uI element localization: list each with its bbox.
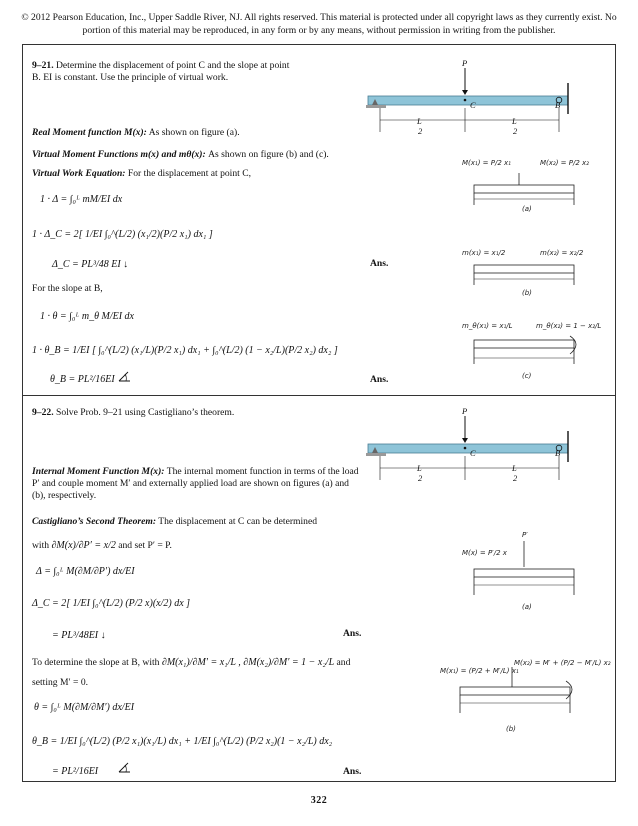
problem-divider (22, 395, 616, 396)
equation-921-5: 1 · θ_B = 1/EI [ ∫₀^(L/2) (x₁/L)(P/2 x₁) dx₁ + ∫₀^(L/2) (1 − x₂/L)(P/2 x₂) dx₂ ] (32, 345, 338, 356)
point-b-label-921: B (555, 100, 561, 110)
partial-derivative-1: ∂M(x)/∂P′ = x/2 (51, 540, 116, 551)
castigliano-text: The displacement at C can be determined (158, 516, 318, 527)
real-moment-heading: Real Moment function M(x): (32, 127, 147, 138)
castigliano-heading: Castigliano’s Second Theorem: (32, 516, 157, 527)
problem-922-statement (32, 407, 234, 419)
equation-922-3: = PL³/48EI ↓ (52, 630, 106, 641)
virtual-work-heading: Virtual Work Equation: (32, 168, 126, 179)
equation-922-5: θ_B = 1/EI ∫₀^(L/2) (P/2 x₁)(x₁/L) dx₁ + 1/EI ∫₀^(L/2) (P/2 x₂)(1 − x₂/L) dx₂ (32, 736, 333, 747)
with-text: with (32, 540, 50, 551)
problem-921-statement (32, 60, 294, 84)
dim-2-921b: 2 (513, 126, 518, 136)
virtual-work-text: For the displacement at point C, (127, 168, 252, 179)
sketch-a-moment-right: M(x₂) = P/2 x₂ (540, 159, 589, 167)
slope-line-922 (32, 657, 350, 669)
dim-2-921a: 2 (418, 126, 423, 136)
with-line (32, 540, 172, 552)
answer-921-slope: Ans. (370, 374, 389, 385)
slope-arrow-icon-922 (118, 761, 132, 773)
beam-921 (368, 96, 568, 105)
sketch-c-moment-right: m_θ(x₂) = 1 − x₂/L (536, 322, 602, 330)
beam-figure-922 (360, 406, 590, 486)
partial-derivative-2: ∂M(x₁)/∂M′ = x₁/L , ∂M(x₂)/∂M′ = 1 − x₂/L (161, 657, 335, 668)
dim-l-921a: L (417, 116, 422, 126)
sketch-b-moment-left: m(x₁) = x₁/2 (462, 249, 506, 257)
sketch-921-c (462, 318, 602, 390)
beam-figure-921 (360, 58, 590, 138)
point-c-label-922: C (470, 448, 476, 458)
page-number: 322 (310, 795, 328, 806)
set-text: and set P′ = P. (118, 540, 172, 551)
load-label-921: P (462, 58, 468, 68)
sketch-c-moment-left: m_θ(x₁) = x₁/L (462, 322, 513, 330)
beam-922 (368, 444, 568, 453)
sketch-a-tag: (a) (522, 205, 532, 213)
and-text: and (336, 657, 351, 668)
answer-921-displacement: Ans. (370, 258, 389, 269)
problem-921-number: 9–21. (32, 60, 54, 71)
sketch-a-moment-left: M(x₁) = P/2 x₁ (462, 159, 511, 167)
slope-text-922: To determine the slope at B, with (32, 657, 160, 668)
equation-921-2: 1 · Δ_C = 2[ 1/EI ∫₀^(L/2) (x₁/2)(P/2 x₁) dx₁ ] (32, 229, 213, 240)
sketch-921-a (462, 155, 602, 225)
internal-moment-text: The internal moment function in terms of the load P′ and couple moment M′ and externally applied load are shown on figures (a) and (b), respectively. (32, 466, 359, 502)
virtual-moment-text: As shown on figure (b) and (c). (208, 149, 329, 160)
setting-text-922: setting M′ = 0. (32, 677, 89, 688)
dim-l-922b: L (512, 463, 517, 473)
problem-921-text: Determine the displacement of point C and the slope at point B. EI is constant. Use the principle of virtual work. (32, 60, 290, 84)
sketch-922-b-moment-right: M(x₂) = M′ + (P/2 − M′/L) x₂ (514, 659, 611, 667)
real-moment-text: As shown on figure (a). (148, 127, 240, 138)
equation-922-2: Δ_C = 2[ 1/EI ∫₀^(L/2) (P/2 x)(x/2) dx ] (32, 598, 191, 609)
sketch-c-tag: (c) (522, 372, 532, 380)
answer-922-displacement: Ans. (343, 628, 362, 639)
point-c-label-921: C (470, 100, 476, 110)
equation-922-4: θ = ∫₀ᴸ M(∂M/∂M′) dx/EI (34, 702, 135, 713)
slope-arrow-icon-921 (118, 370, 132, 382)
slope-text-921: For the slope at B, (32, 283, 103, 294)
dim-2-922a: 2 (418, 473, 423, 483)
equation-921-4: 1 · θ = ∫₀ᴸ m_θ M/EI dx (40, 311, 134, 322)
equation-921-6: θ_B = PL²/16EI (50, 374, 115, 385)
castigliano-line (32, 516, 317, 528)
equation-921-3: Δ_C = PL³/48 EI ↓ (52, 259, 129, 270)
virtual-moment-heading: Virtual Moment Functions m(x) and mθ(x): (32, 149, 206, 160)
sketch-922-a-moment: M(x) = P′/2 x (462, 549, 507, 557)
sketch-922-b (440, 655, 611, 750)
real-moment-line (32, 127, 240, 139)
equation-922-6: = PL²/16EI (52, 766, 99, 777)
equation-922-1: Δ = ∫₀ᴸ M(∂M/∂P′) dx/EI (36, 566, 135, 577)
virtual-work-line (32, 168, 251, 180)
sketch-922-b-moment-left: M(x₁) = (P/2 + M′/L) x₁ (440, 667, 519, 675)
sketch-921-b (462, 245, 602, 305)
sketch-a-load-label: P′ (522, 531, 528, 539)
sketch-b-tag: (b) (522, 289, 532, 297)
load-label-922: P (462, 406, 468, 416)
dim-2-922b: 2 (513, 473, 518, 483)
sketch-922-a-tag: (a) (522, 603, 532, 611)
dim-l-921b: L (512, 116, 517, 126)
virtual-moment-line (32, 149, 329, 161)
sketch-b-moment-right: m(x₂) = x₂/2 (540, 249, 584, 257)
sketch-922-a (462, 525, 602, 640)
sketch-922-b-tag: (b) (506, 725, 516, 733)
internal-moment-paragraph (32, 466, 362, 503)
dim-l-922a: L (417, 463, 422, 473)
problem-922-number: 9–22. (32, 407, 54, 418)
point-b-label-922: B (555, 448, 561, 458)
answer-922-slope: Ans. (343, 766, 362, 777)
copyright-notice: © 2012 Pearson Education, Inc., Upper Saddle River, NJ. All rights reserved. This material is protected under all copyright laws as they currently exist. No portion of this material may be reproduced, in any form or by any means, without permission in writing from the publisher. (21, 12, 617, 36)
problem-922-text: Solve Prob. 9–21 using Castigliano’s theorem. (56, 407, 235, 418)
internal-moment-heading: Internal Moment Function M(x): (32, 466, 165, 477)
equation-921-1: 1 · Δ = ∫₀ᴸ mM/EI dx (40, 194, 123, 205)
